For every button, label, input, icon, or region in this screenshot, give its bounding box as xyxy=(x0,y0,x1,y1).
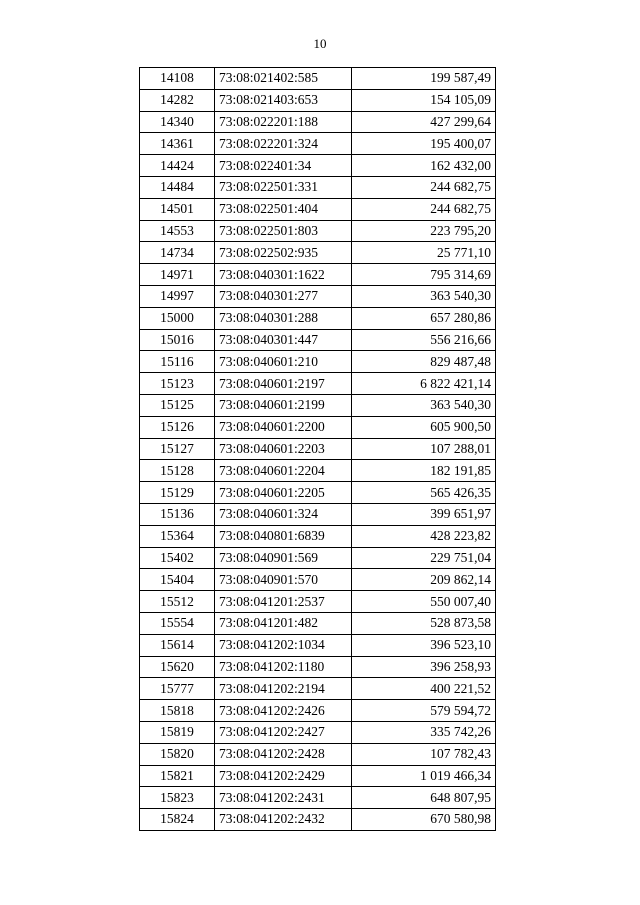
value-cell: 209 862,14 xyxy=(352,569,496,591)
table-row xyxy=(140,482,496,504)
row-number-cell: 15127 xyxy=(140,438,215,460)
row-number-cell: 15620 xyxy=(140,656,215,678)
row-number-cell: 14997 xyxy=(140,285,215,307)
cadastral-number-cell: 73:08:040601:2203 xyxy=(215,438,352,460)
row-number-cell: 15819 xyxy=(140,721,215,743)
table-row xyxy=(140,656,496,678)
row-number-cell: 14424 xyxy=(140,155,215,177)
row-number-cell: 15824 xyxy=(140,809,215,831)
value-cell: 829 487,48 xyxy=(352,351,496,373)
cadastral-number-cell: 73:08:021403:653 xyxy=(215,89,352,111)
cadastral-value-table xyxy=(139,67,496,831)
table-row xyxy=(140,438,496,460)
value-cell: 579 594,72 xyxy=(352,700,496,722)
row-number-cell: 15128 xyxy=(140,460,215,482)
row-number-cell: 15000 xyxy=(140,307,215,329)
cadastral-number-cell: 73:08:041201:482 xyxy=(215,612,352,634)
value-cell: 162 432,00 xyxy=(352,155,496,177)
table-body xyxy=(140,68,496,831)
table-row xyxy=(140,198,496,220)
cadastral-number-cell: 73:08:041202:2427 xyxy=(215,721,352,743)
row-number-cell: 15016 xyxy=(140,329,215,351)
row-number-cell: 15823 xyxy=(140,787,215,809)
table-row xyxy=(140,787,496,809)
cadastral-number-cell: 73:08:022201:324 xyxy=(215,133,352,155)
table-row xyxy=(140,503,496,525)
cadastral-number-cell: 73:08:022501:404 xyxy=(215,198,352,220)
row-number-cell: 15402 xyxy=(140,547,215,569)
row-number-cell: 15116 xyxy=(140,351,215,373)
table-row xyxy=(140,351,496,373)
cadastral-number-cell: 73:08:022201:188 xyxy=(215,111,352,133)
row-number-cell: 14108 xyxy=(140,68,215,90)
value-cell: 657 280,86 xyxy=(352,307,496,329)
cadastral-number-cell: 73:08:041202:2432 xyxy=(215,809,352,831)
cadastral-number-cell: 73:08:040601:2199 xyxy=(215,394,352,416)
row-number-cell: 14361 xyxy=(140,133,215,155)
table-row xyxy=(140,591,496,613)
table-row xyxy=(140,264,496,286)
row-number-cell: 14340 xyxy=(140,111,215,133)
row-number-cell: 14484 xyxy=(140,176,215,198)
row-number-cell: 15125 xyxy=(140,394,215,416)
value-cell: 107 288,01 xyxy=(352,438,496,460)
value-cell: 1 019 466,34 xyxy=(352,765,496,787)
value-cell: 565 426,35 xyxy=(352,482,496,504)
value-cell: 795 314,69 xyxy=(352,264,496,286)
row-number-cell: 15404 xyxy=(140,569,215,591)
row-number-cell: 15512 xyxy=(140,591,215,613)
value-cell: 396 258,93 xyxy=(352,656,496,678)
value-cell: 107 782,43 xyxy=(352,743,496,765)
table-row xyxy=(140,765,496,787)
value-cell: 199 587,49 xyxy=(352,68,496,90)
table-row xyxy=(140,809,496,831)
row-number-cell: 14282 xyxy=(140,89,215,111)
cadastral-number-cell: 73:08:041202:1180 xyxy=(215,656,352,678)
cadastral-number-cell: 73:08:040601:2204 xyxy=(215,460,352,482)
table-row xyxy=(140,329,496,351)
table-row xyxy=(140,547,496,569)
value-cell: 427 299,64 xyxy=(352,111,496,133)
cadastral-number-cell: 73:08:041202:2429 xyxy=(215,765,352,787)
cadastral-number-cell: 73:08:041202:2194 xyxy=(215,678,352,700)
cadastral-number-cell: 73:08:041201:2537 xyxy=(215,591,352,613)
row-number-cell: 15818 xyxy=(140,700,215,722)
row-number-cell: 14971 xyxy=(140,264,215,286)
cadastral-number-cell: 73:08:041202:2428 xyxy=(215,743,352,765)
table-row xyxy=(140,242,496,264)
cadastral-number-cell: 73:08:040901:570 xyxy=(215,569,352,591)
value-cell: 363 540,30 xyxy=(352,394,496,416)
table-row xyxy=(140,700,496,722)
cadastral-number-cell: 73:08:040301:1622 xyxy=(215,264,352,286)
table-row xyxy=(140,634,496,656)
value-cell: 154 105,09 xyxy=(352,89,496,111)
cadastral-number-cell: 73:08:040601:2200 xyxy=(215,416,352,438)
value-cell: 363 540,30 xyxy=(352,285,496,307)
value-cell: 223 795,20 xyxy=(352,220,496,242)
table-row xyxy=(140,569,496,591)
value-cell: 670 580,98 xyxy=(352,809,496,831)
table-row xyxy=(140,678,496,700)
value-cell: 605 900,50 xyxy=(352,416,496,438)
cadastral-number-cell: 73:08:040301:277 xyxy=(215,285,352,307)
row-number-cell: 15136 xyxy=(140,503,215,525)
value-cell: 399 651,97 xyxy=(352,503,496,525)
cadastral-number-cell: 73:08:041202:1034 xyxy=(215,634,352,656)
row-number-cell: 15554 xyxy=(140,612,215,634)
table-row xyxy=(140,743,496,765)
table-row xyxy=(140,176,496,198)
value-cell: 182 191,85 xyxy=(352,460,496,482)
row-number-cell: 15821 xyxy=(140,765,215,787)
cadastral-number-cell: 73:08:040601:2197 xyxy=(215,373,352,395)
value-cell: 648 807,95 xyxy=(352,787,496,809)
row-number-cell: 14553 xyxy=(140,220,215,242)
cadastral-number-cell: 73:08:021402:585 xyxy=(215,68,352,90)
value-cell: 528 873,58 xyxy=(352,612,496,634)
table-row xyxy=(140,68,496,90)
cadastral-number-cell: 73:08:040301:288 xyxy=(215,307,352,329)
row-number-cell: 15364 xyxy=(140,525,215,547)
table-row xyxy=(140,155,496,177)
value-cell: 244 682,75 xyxy=(352,176,496,198)
value-cell: 428 223,82 xyxy=(352,525,496,547)
row-number-cell: 15123 xyxy=(140,373,215,395)
cadastral-number-cell: 73:08:040301:447 xyxy=(215,329,352,351)
table-row xyxy=(140,721,496,743)
cadastral-number-cell: 73:08:040901:569 xyxy=(215,547,352,569)
row-number-cell: 14501 xyxy=(140,198,215,220)
cadastral-number-cell: 73:08:022501:803 xyxy=(215,220,352,242)
cadastral-number-cell: 73:08:022401:34 xyxy=(215,155,352,177)
table-row xyxy=(140,460,496,482)
value-cell: 396 523,10 xyxy=(352,634,496,656)
table-row xyxy=(140,525,496,547)
row-number-cell: 14734 xyxy=(140,242,215,264)
table-row xyxy=(140,220,496,242)
value-cell: 550 007,40 xyxy=(352,591,496,613)
value-cell: 556 216,66 xyxy=(352,329,496,351)
cadastral-number-cell: 73:08:040601:324 xyxy=(215,503,352,525)
cadastral-number-cell: 73:08:041202:2431 xyxy=(215,787,352,809)
table-row xyxy=(140,285,496,307)
value-cell: 195 400,07 xyxy=(352,133,496,155)
value-cell: 229 751,04 xyxy=(352,547,496,569)
value-cell: 400 221,52 xyxy=(352,678,496,700)
table-row xyxy=(140,612,496,634)
row-number-cell: 15820 xyxy=(140,743,215,765)
table-row xyxy=(140,89,496,111)
table-row xyxy=(140,416,496,438)
cadastral-number-cell: 73:08:040601:2205 xyxy=(215,482,352,504)
cadastral-number-cell: 73:08:040801:6839 xyxy=(215,525,352,547)
cadastral-number-cell: 73:08:022501:331 xyxy=(215,176,352,198)
value-cell: 335 742,26 xyxy=(352,721,496,743)
cadastral-number-cell: 73:08:041202:2426 xyxy=(215,700,352,722)
table-row xyxy=(140,394,496,416)
row-number-cell: 15614 xyxy=(140,634,215,656)
table-row xyxy=(140,373,496,395)
page-number: 10 xyxy=(313,36,327,51)
row-number-cell: 15129 xyxy=(140,482,215,504)
value-cell: 25 771,10 xyxy=(352,242,496,264)
value-cell: 244 682,75 xyxy=(352,198,496,220)
table-row xyxy=(140,133,496,155)
table-row xyxy=(140,111,496,133)
cadastral-number-cell: 73:08:022502:935 xyxy=(215,242,352,264)
row-number-cell: 15126 xyxy=(140,416,215,438)
row-number-cell: 15777 xyxy=(140,678,215,700)
value-cell: 6 822 421,14 xyxy=(352,373,496,395)
cadastral-number-cell: 73:08:040601:210 xyxy=(215,351,352,373)
table-row xyxy=(140,307,496,329)
